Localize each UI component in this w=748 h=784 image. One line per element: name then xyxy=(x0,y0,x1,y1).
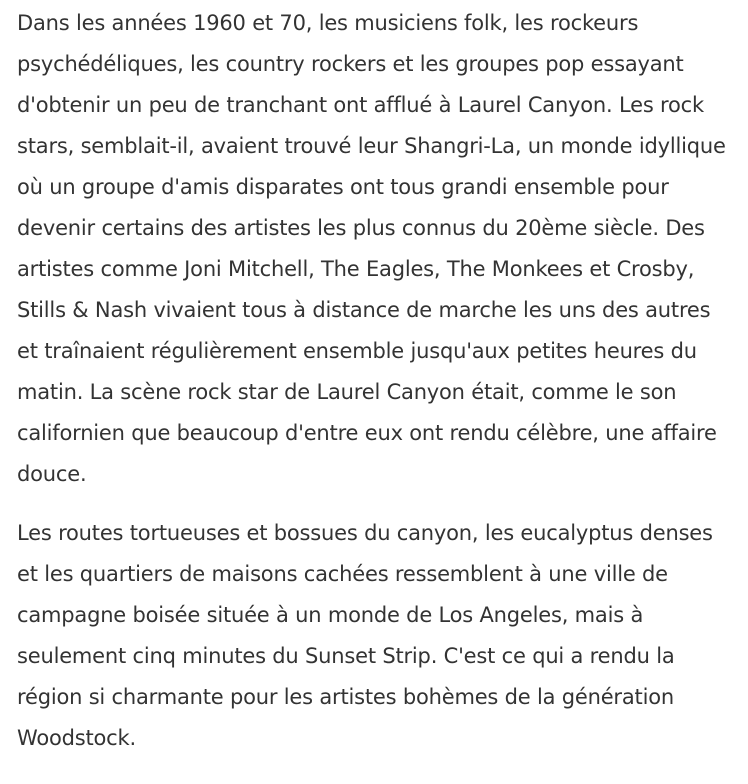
paragraph-canyon-landscape: Les routes tortueuses et bossues du canyon, les eucalyptus denses et les quartiers de maisons cachées ressemblent à une ville de campagne boisée située à un monde de Los Angeles, mais à seulement cinq minutes du Sunset Strip. C'est ce qui a rendu la région si charmante pour les artistes bohèmes de la génération Woodstock. xyxy=(17,521,713,750)
paragraph-laurel-canyon-musicians: Dans les années 1960 et 70, les musiciens folk, les rockeurs psychédéliques, les country rockers et les groupes pop essayant d'obtenir un peu de tranchant ont afflué à Laurel Canyon. Les rock stars, semblait-il, avaient trouvé leur Shangri-La, un monde idyllique où un groupe d'amis disparates ont tous grandi ensemble pour devenir certains des artistes les plus connus du 20ème siècle. Des artistes comme Joni Mitchell, The Eagles, The Monkees et Crosby, Stills & Nash vivaient tous à distance de marche les uns des autres et traînaient régulièrement ensemble jusqu'aux petites heures du matin. La scène rock star de Laurel Canyon était, comme le son californien que beaucoup d'entre eux ont rendu célèbre, une affaire douce. xyxy=(17,11,726,486)
